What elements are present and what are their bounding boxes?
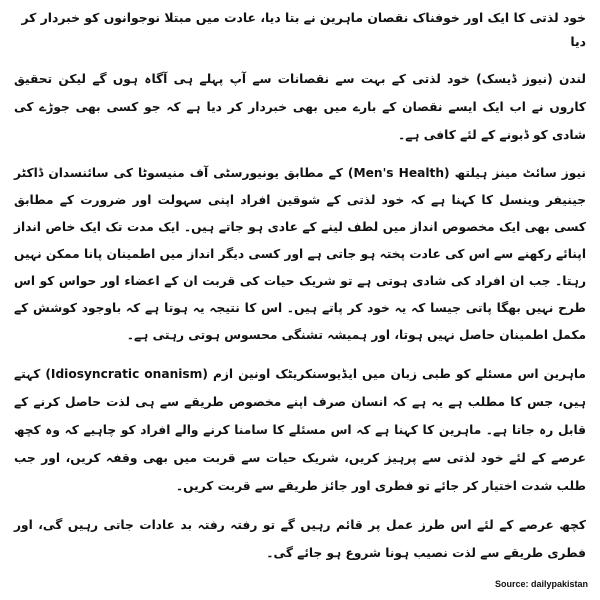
source-credit: Source: dailypakistan — [494, 579, 588, 589]
article-paragraph-1: لندن (نیوز ڈیسک) خود لذتی کے بہت سے نقصانات سے آپ پہلے ہی آگاہ ہوں گے لیکن تحقیق کاروں نے اب ایک ایسے نقصان کے بارے میں بھی خبردار کر دیا ہے کہ جو کسی بھی جوڑے کی شادی کو ڈبونے کے لئے کافی ہے۔ — [14, 72, 586, 142]
article-paragraph-4: کچھ عرصے کے لئے اس طرز عمل پر قائم رہیں گے تو رفتہ رفتہ بد عادات جاتی رہیں گی، اور فطری طریقے سے لذت نصیب ہونا شروع ہو جائے گی۔ — [14, 518, 586, 560]
article-headline: خود لذتی کا ایک اور خوفناک نقصان ماہرین نے بتا دیا، عادت میں مبتلا نوجوانوں کو خبردار کر دیا — [21, 10, 586, 49]
article-paragraph-2: نیوز سائٹ مینز ہیلتھ (Men's Health) کے مطابق یونیورسٹی آف منیسوٹا کی سائنسدان ڈاکٹر جینیفر وینسل کا کہنا ہے کہ خود لذتی کے شوقین افراد اپنی سہولت اور ضرورت کے مطابق کسی بھی ایک مخصوص انداز میں لطف لینے کے عادی ہو جاتے ہیں۔ ایک مدت تک ایک خاص انداز اپنائے رکھنے سے اس کی عادت پختہ ہو جاتی ہے اور کسی دیگر انداز میں اطمینان پانا ممکن نہیں رہتا۔ جب ان افراد کی شادی ہوتی ہے تو شریک حیات کی قربت ان کے اعضاء اور حواس کو اس طرح نہیں بھگا پاتی جیسا کہ یہ خود کر پاتے ہیں۔ اس کا نتیجہ یہ ہوتا ہے کہ باوجود کوشش کے مکمل اطمینان حاصل نہیں ہوتا، اور ہمیشہ تشنگی محسوس ہوتی رہتی ہے۔ — [14, 166, 586, 342]
article-body — [14, 6, 586, 567]
article-paragraph-3: ماہرین اس مسئلے کو طبی زبان میں ایڈیوسنکریٹک اونین ازم (Idiosyncratic onanism) کہتے ہیں، جس کا مطلب ہے یہ ہے کہ انسان صرف اپنے مخصوص طریقے سے ہی لذت حاصل کرنے کے قابل رہ جاتا ہے۔ ماہرین کا کہنا ہے کہ اس مسئلے کا سامنا کرنے والے افراد کو چاہیے کہ وہ کچھ عرصے کے لئے خود لذتی سے پرہیز کریں، شریک حیات سے قربت میں بھی وقفہ کریں، اور جب طلب شدت اختیار کر جائے تو فطری اور جائز طریقے سے قربت کریں۔ — [14, 367, 586, 493]
